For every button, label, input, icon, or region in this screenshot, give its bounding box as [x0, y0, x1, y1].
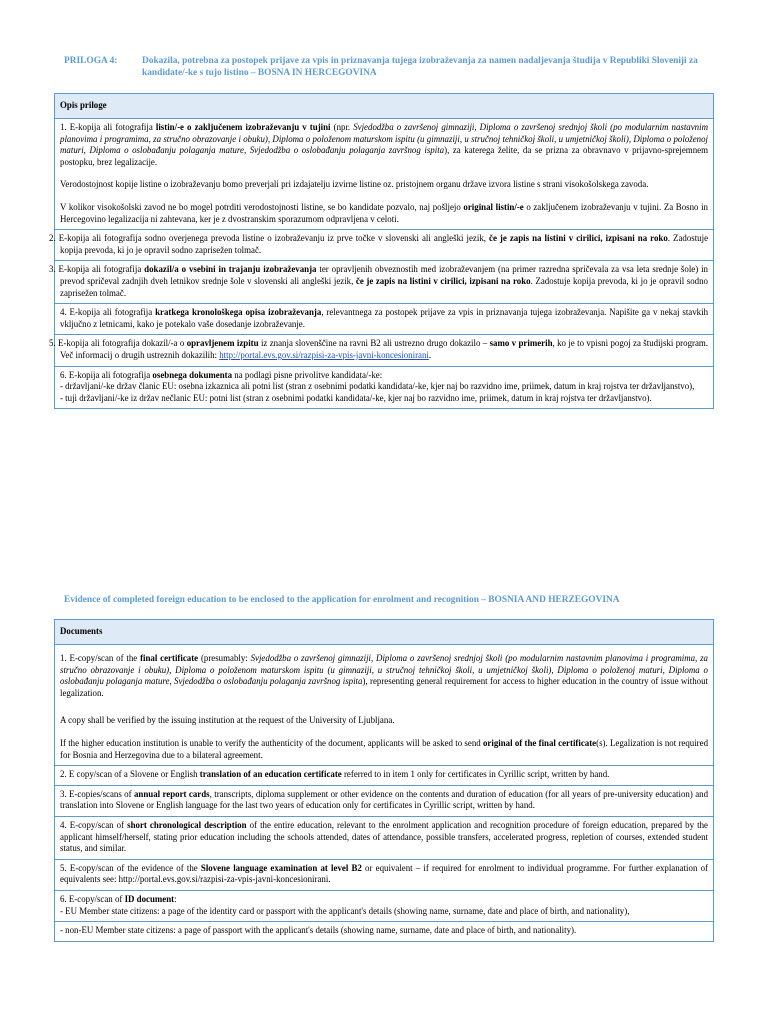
annex-title: Dokazila, potrebna za postopek prijave za vpis in priznavanja tujega izobraževanja za namen nadaljevanja študija v Republiki Sloveniji za kandidate/-ke s tujo listino – BOSNA IN HERCEGOVINA: [142, 56, 698, 78]
sl-item-1-verification: Verodostojnost kopije listine o izobraževanju bomo preverjali pri izdajatelju izvirne listine oz. pristojnem organu države izvora listine s strani visokošolskega zavoda.: [60, 179, 649, 190]
en-item-1-verification: A copy shall be verified by the issuing institution at the request of the University of Ljubljana.: [60, 715, 395, 726]
sl-table-header: Opis priloge: [55, 94, 714, 119]
en-item-3: 3. E-copies/scans of annual report cards, transcripts, diploma supplement or other evidence on the contents and duration of education (for all years of pre-university education) and translation into Slovene or English language for the last two years of education only for certificates in Cyrillic script, written by hand.: [55, 785, 714, 816]
sl-item-6: 6. E-kopija ali fotografija osebnega dokumenta na podlagi pisne privolitve kandidata/-ke: - državljani/-ke držav članic EU: osebna izkaznica ali potni list (stran z osebnimi podatki kandidata/-ke, kjer naj bo razvidno ime, priimek, datum in kraj rojstva ter državljanstvo), - tuji državljani/-ke iz držav nečlanic EU: potni list (stran z osebnimi podatki kandidata/-ke, kjer naj bo razvidno ime, priimek, datum in kraj rojstva ter državljanstvo).: [55, 366, 714, 409]
en-table-header: Documents: [55, 620, 714, 645]
annex-heading: [64, 55, 724, 79]
en-item-2: 2. E copy/scan of a Slovene or English translation of an education certificate referred to in item 1 only for certificates in Cyrillic script, written by hand.: [55, 766, 714, 786]
en-item-6-non-eu-citizens: - non-EU Member state citizens: a page of passport with the applicant's details (showing name, surname, date and place of birth, and nationality).: [60, 925, 577, 936]
sl-requirements-table: [49, 93, 714, 409]
en-item-6: 6. E-copy/scan of ID document: - EU Member state citizens: a page of the identity card or passport with the applicant's details (showing name, surname, date and place of birth, and nationality), - non-EU Member state citizens: a page of passport with the applicant's details (showing name, surname, date and place of birth, and nationality).: [55, 890, 714, 941]
en-item-4: 4. E-copy/scan of short chronological description of the entire education, relevant to the enrolment application and recognition procedure of foreign education, prepared by the applicant himself/herself, stating prior education including the schools attended, dates of attendance, possible transfers, accelerated progress, repletion of courses, extended student status, and similar.: [55, 816, 714, 859]
evs-portal-link[interactable]: http://portal.evs.gov.si/razpisi-za-vpis-javni-koncesionirani: [219, 349, 429, 360]
en-item-5: 5. E-copy/scan of the evidence of the Slovene language examination at level B2 or equivalent – if required for enrolment to individual programme. For further explanation of equivalents see: http://portal.evs.gov.si/razpisi-za-vpis-javni-koncesionirani.: [55, 859, 714, 890]
english-section-title: Evidence of completed foreign education to be enclosed to the application for enrolment and recognition – BOSNIA AND HERZEGOVINA: [64, 595, 620, 605]
sl-item-3: 3. E-kopija ali fotografija dokazil/a o vsebini in trajanju izobraževanja ter opravljenih obveznostih med izobraževanjem (na primer razredna spričevala za vsa leta srednje šole) in prevod spričeval zadnjih dveh letnikov srednje šole v slovenski ali angleški jezik, če je zapis na listini v cirilici, izpisani na roko. Zadostuje kopija prevoda, ki jo je opravil sodno zaprisežen tolmač.: [55, 261, 714, 304]
sl-item-6-eu-citizens: - državljani/-ke držav članic EU: osebna izkaznica ali potni list (stran z osebnimi podatki kandidata/-ke, kjer naj bo razvidno ime, priimek, datum in kraj rojstva ter državljanstvo),: [60, 381, 695, 392]
sl-item-5: 5. E-kopija ali fotografija dokazil/-a o opravljenem izpitu iz znanja slovenščine na ravni B2 ali ustrezno drugo dokazilo – samo v primerih, ko je to vpisni pogoj za študijski program. Več informacij o drugih ustreznih dokazilih: http://portal.evs.gov.si/razpisi-za-vpis-javni-koncesionirani.: [55, 335, 714, 366]
en-item-6-eu-citizens: - EU Member state citizens: a page of the identity card or passport with the applicant's details (showing name, surname, date and place of birth, and nationality),: [60, 905, 630, 916]
sl-item-4: 4. E-kopija ali fotografija kratkega kronološkega opisa izobraževanja, relevantnega za postopek prijave za vpis in priznavanja tujega izobraževanja. Napišite ga v nekaj stavkih vključno z letnicami, kako je potekalo vaše dosedanje izobraževanje.: [55, 304, 714, 335]
sl-item-1: 1. E-kopija ali fotografija listin/-e o zaključenem izobraževanju v tujini (npr. Svjedodžba o završenoj gimnaziji, Diploma o završenoj srednjoj školi (po modularnim nastavnim planovima i programima, za stručno obrazovanje i obuku), Diploma o položenom maturskom ispitu (u gimnaziji, u stručnoj tehničkoj školi, u umjetničkoj školi), Diploma o položenoj maturi, Diploma o oslobađanju polaganja mature, Svjedodžba o oslobađanju polaganja završnog ispita), za katerega želite, da se prizna za obravnavo v prijavno-sprejemnem postopku, brez legalizacije. Verodostojnost kopije listine o izobraževanju bomo preverjali pri izdajatelju izvirne listine oz. pristojnem organu države izvora listine s strani visokošolskega zavoda. V kolikor visokošolski zavod ne bo mogel potrditi verodostojnosti listine, se bo kandidate pozvalo, naj pošljejo original listin/-e o zaključenem izobraževanju v tujini. Za Bosno in Hercegovino legalizacija ni zahtevana, ker je z dvostranskim sporazumom odpravljena v celoti.: [55, 119, 714, 230]
en-item-1: 1. E-copy/scan of the final certificate (presumably: Svjedodžba o završenoj gimnaziji, Diploma o završenoj srednjoj školi (po modularnim nastavnim planovima i programima, za stručno obrazovanje i obuku), Diploma o položenom maturskom ispitu (u gimnaziji, u stručnoj tehničkoj školi, u umjetničkoj školi), Diploma o položenoj maturi, Diploma o oslobađanju polaganja mature, Svjedodžba o oslobađanju polaganja završnog ispita), representing general requirement for access to higher education in the country of issue without legalization. A copy shall be verified by the issuing institution at the request of the University of Ljubljana. If the higher education institution is unable to verify the authenticity of the document, applicants will be asked to send original of the final certificate(s). Legalization is not required for Bosnia and Herzegovina due to a bilateral agreement.: [55, 645, 714, 766]
en-requirements-table: [54, 619, 714, 942]
sl-item-2: 2. E-kopija ali fotografija sodno overjenega prevoda listine o izobraževanju iz prve točke v slovenski ali angleški jezik, če je zapis na listini v cirilici, izpisani na roko. Zadostuje kopija prevoda, ki jo je opravil sodno zaprisežen tolmač.: [55, 230, 714, 261]
sl-item-6-non-eu-citizens: - tuji državljani/-ke iz držav nečlanic EU: potni list (stran z osebnimi podatki kandidata/-ke, kjer naj bo razvidno ime, priimek, datum in kraj rojstva ter državljanstvo).: [60, 392, 652, 403]
annex-label: PRILOGA 4:: [64, 56, 118, 66]
